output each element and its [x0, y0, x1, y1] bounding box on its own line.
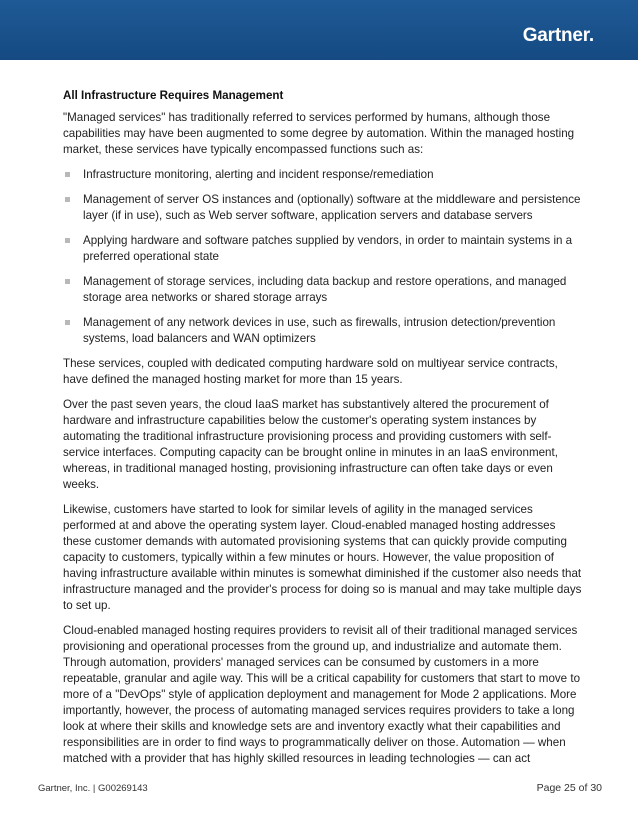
- header-bar: [0, 0, 638, 60]
- bullet-square-icon: [65, 238, 70, 243]
- body-paragraph: Over the past seven years, the cloud IaaS market has substantively altered the procurement of hardware and infrastructure capabilities below the customer's operating system instances by automating the traditional infrastructure provisioning process and providing customers with self-service interfaces. Computing capacity can be brought online in minutes in an IaaS environment, whereas, in traditional managed hosting, provisioning infrastructure can often take days or even weeks.: [63, 398, 558, 491]
- list-item-text: Management of any network devices in use, such as firewalls, intrusion detection/prevention systems, load balancers and WAN optimizers: [83, 316, 556, 345]
- body-paragraph: Cloud-enabled managed hosting requires providers to revisit all of their traditional managed services provisioning and operational processes from the ground up, and industrialize and automate them. Through automation, providers' managed services can be consumed by customers in a more repeatable, granular and agile way. This will be a critical capability for customers that start to move to more of a "DevOps" style of application deployment and management for Mode 2 applications. More importantly, however, the process of automating managed services requires providers to take a long look at where their skills and knowledge sets are and inventory exactly what their capabilities and responsibilities are in order to find ways to programmatically deliver on those. Automation — when matched with a provider that has highly skilled resources in leading technologies — can act: [63, 624, 581, 765]
- logo-text: Gartner: [522, 25, 589, 46]
- list-item-text: Management of storage services, including data backup and restore operations, and managed storage area networks or shared storage arrays: [83, 275, 567, 304]
- list-item-text: Applying hardware and software patches supplied by vendors, in order to maintain systems in a preferred operational state: [83, 234, 573, 263]
- list-item-text: Management of server OS instances and (optionally) software at the middleware and persistence layer (if in use), such as Web server software, application servers and database servers: [83, 193, 581, 222]
- intro-paragraph: "Managed services" has traditionally referred to services performed by humans, although those capabilities may have been augmented to some degree by automation. Within the managed hosting market, these services have typically encompassed functions such as:: [63, 111, 575, 156]
- section-title: All Infrastructure Requires Management: [63, 89, 284, 102]
- document-body: [63, 88, 583, 776]
- bullet-square-icon: [65, 279, 70, 284]
- list-item-text: Infrastructure monitoring, alerting and incident response/remediation: [83, 168, 434, 181]
- list-item: [63, 315, 583, 347]
- bullet-square-icon: [65, 320, 70, 325]
- logo-dot: .: [588, 25, 594, 46]
- bullet-square-icon: [65, 197, 70, 202]
- list-item: [63, 233, 583, 265]
- list-item: [63, 192, 583, 224]
- list-item: [63, 274, 583, 306]
- gartner-logo: [523, 25, 594, 47]
- footer-document-id: Gartner, Inc. | G00269143: [38, 783, 148, 794]
- body-paragraph: These services, coupled with dedicated computing hardware sold on multiyear service contracts, have defined the managed hosting market for more than 15 years.: [63, 357, 558, 386]
- footer-page-number: Page 25 of 30: [536, 782, 602, 794]
- body-paragraph: Likewise, customers have started to look for similar levels of agility in the managed services performed at and above the operating system layer. Cloud-enabled managed hosting addresses these customer demands with automated provisioning systems that can quickly provide computing capacity to customers, typically within a few minutes or hours. However, the value proposition of having infrastructure available within minutes is somewhat diminished if the customer also needs that infrastructure managed and the provider's process for doing so is manual and may take multiple days to set up.: [63, 503, 582, 612]
- list-item: [63, 167, 583, 183]
- bullet-list: [63, 167, 583, 347]
- bullet-square-icon: [65, 172, 70, 177]
